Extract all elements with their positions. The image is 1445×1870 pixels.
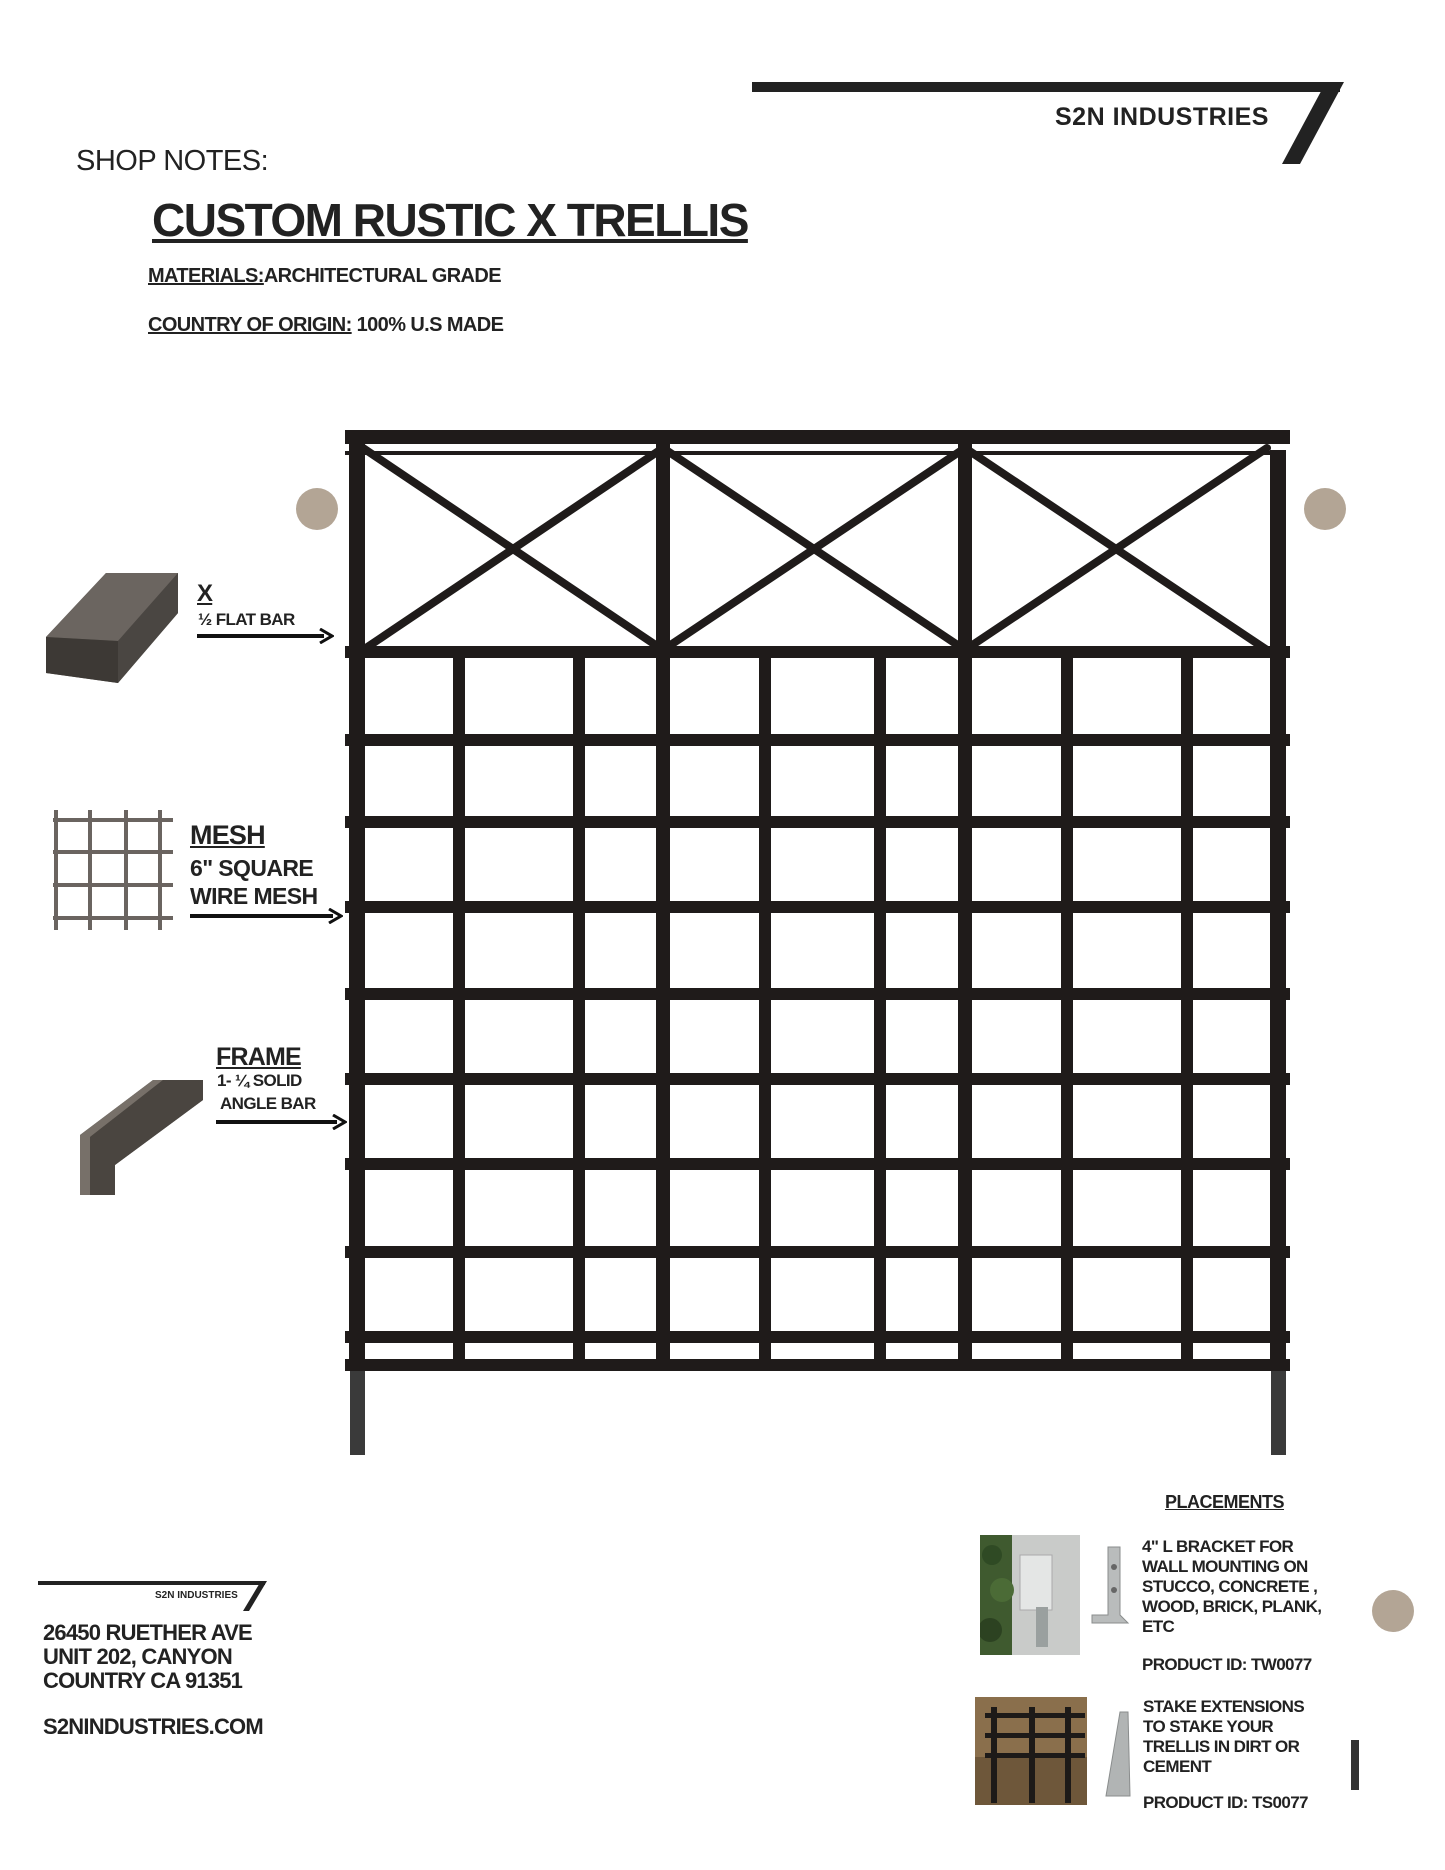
stake-desc-line: STAKE EXTENSIONS xyxy=(1143,1697,1305,1716)
bracket-product-id: PRODUCT ID: TW0077 xyxy=(1142,1655,1312,1674)
bracket-description xyxy=(1142,1537,1321,1637)
stake-desc-line: CEMENT xyxy=(1143,1757,1212,1776)
mesh-callout-arrow xyxy=(190,914,333,918)
origin-value: 100% U.S MADE xyxy=(356,314,504,336)
mount-point-left xyxy=(296,488,338,530)
footer-slash xyxy=(243,1581,267,1611)
frame-arrow-head-icon xyxy=(331,1114,347,1130)
bracket-desc-line: STUCCO, CONCRETE , xyxy=(1142,1577,1318,1596)
bracket-desc-line: WOOD, BRICK, PLANK, xyxy=(1142,1597,1322,1616)
frame-callout-line2: ANGLE BAR xyxy=(220,1094,316,1113)
frame-callout-head: FRAME xyxy=(216,1043,301,1071)
x-bracing xyxy=(363,448,1267,650)
frame-callout-arrow xyxy=(216,1120,337,1124)
footer-address xyxy=(43,1621,252,1693)
address-line: COUNTRY CA 91351 xyxy=(43,1668,243,1693)
x-arrow-head-icon xyxy=(318,628,334,644)
bracket-desc-line: 4" L BRACKET FOR xyxy=(1142,1537,1294,1556)
angle-bar-image xyxy=(75,1075,205,1200)
accent-dot xyxy=(1372,1590,1414,1632)
materials-label: MATERIALS: xyxy=(148,265,264,287)
frame-callout-line1: 1- ¼ SOLID xyxy=(217,1071,302,1090)
mesh-callout-line1: 6" SQUARE xyxy=(190,855,314,881)
page-title: CUSTOM RUSTIC X TRELLIS xyxy=(152,194,748,246)
stake-description xyxy=(1143,1697,1304,1777)
flat-bar-image xyxy=(38,565,183,695)
origin-label: COUNTRY OF ORIGIN: xyxy=(148,314,352,336)
brand-name: S2N INDUSTRIES xyxy=(1055,103,1269,131)
mount-point-right xyxy=(1304,488,1346,530)
stake-extension-icon xyxy=(1100,1710,1136,1800)
wire-mesh-image xyxy=(48,805,178,935)
stake-product-id: PRODUCT ID: TS0077 xyxy=(1143,1793,1308,1812)
header-slash xyxy=(1282,82,1344,164)
shop-notes-label: SHOP NOTES: xyxy=(76,145,269,177)
stake-desc-line: TRELLIS IN DIRT OR xyxy=(1143,1737,1300,1756)
materials-line xyxy=(148,265,501,288)
address-line: UNIT 202, CANYON xyxy=(43,1644,232,1669)
wire-mesh-grid xyxy=(345,652,1290,1365)
mesh-arrow-head-icon xyxy=(327,908,343,924)
x-callout-head: X xyxy=(197,580,213,607)
mesh-callout-head: MESH xyxy=(190,820,265,850)
l-bracket-icon xyxy=(1088,1545,1130,1625)
trellis-drawing xyxy=(345,430,1290,1460)
trellis-legs xyxy=(350,1340,1286,1455)
x-callout-text: ½ FLAT BAR xyxy=(198,610,295,629)
footer-bar xyxy=(38,1581,265,1585)
bracket-desc-line: ETC xyxy=(1142,1617,1175,1636)
materials-value: ARCHITECTURAL GRADE xyxy=(263,265,501,287)
placements-title: PLACEMENTS xyxy=(1165,1492,1285,1512)
header-bar xyxy=(752,82,1340,92)
x-callout-arrow xyxy=(197,634,324,638)
mesh-callout-line2: WIRE MESH xyxy=(190,883,318,909)
footer-brand: S2N INDUSTRIES xyxy=(155,1590,238,1601)
origin-line xyxy=(148,314,503,337)
stake-photo xyxy=(975,1697,1087,1805)
stake-desc-line: TO STAKE YOUR xyxy=(1143,1717,1274,1736)
bracket-desc-line: WALL MOUNTING ON xyxy=(1142,1557,1308,1576)
footer-website-link[interactable]: S2NINDUSTRIES.COM xyxy=(43,1714,263,1739)
address-line: 26450 RUETHER AVE xyxy=(43,1620,252,1645)
edge-marker xyxy=(1351,1740,1359,1790)
wall-bracket-photo xyxy=(980,1535,1080,1655)
